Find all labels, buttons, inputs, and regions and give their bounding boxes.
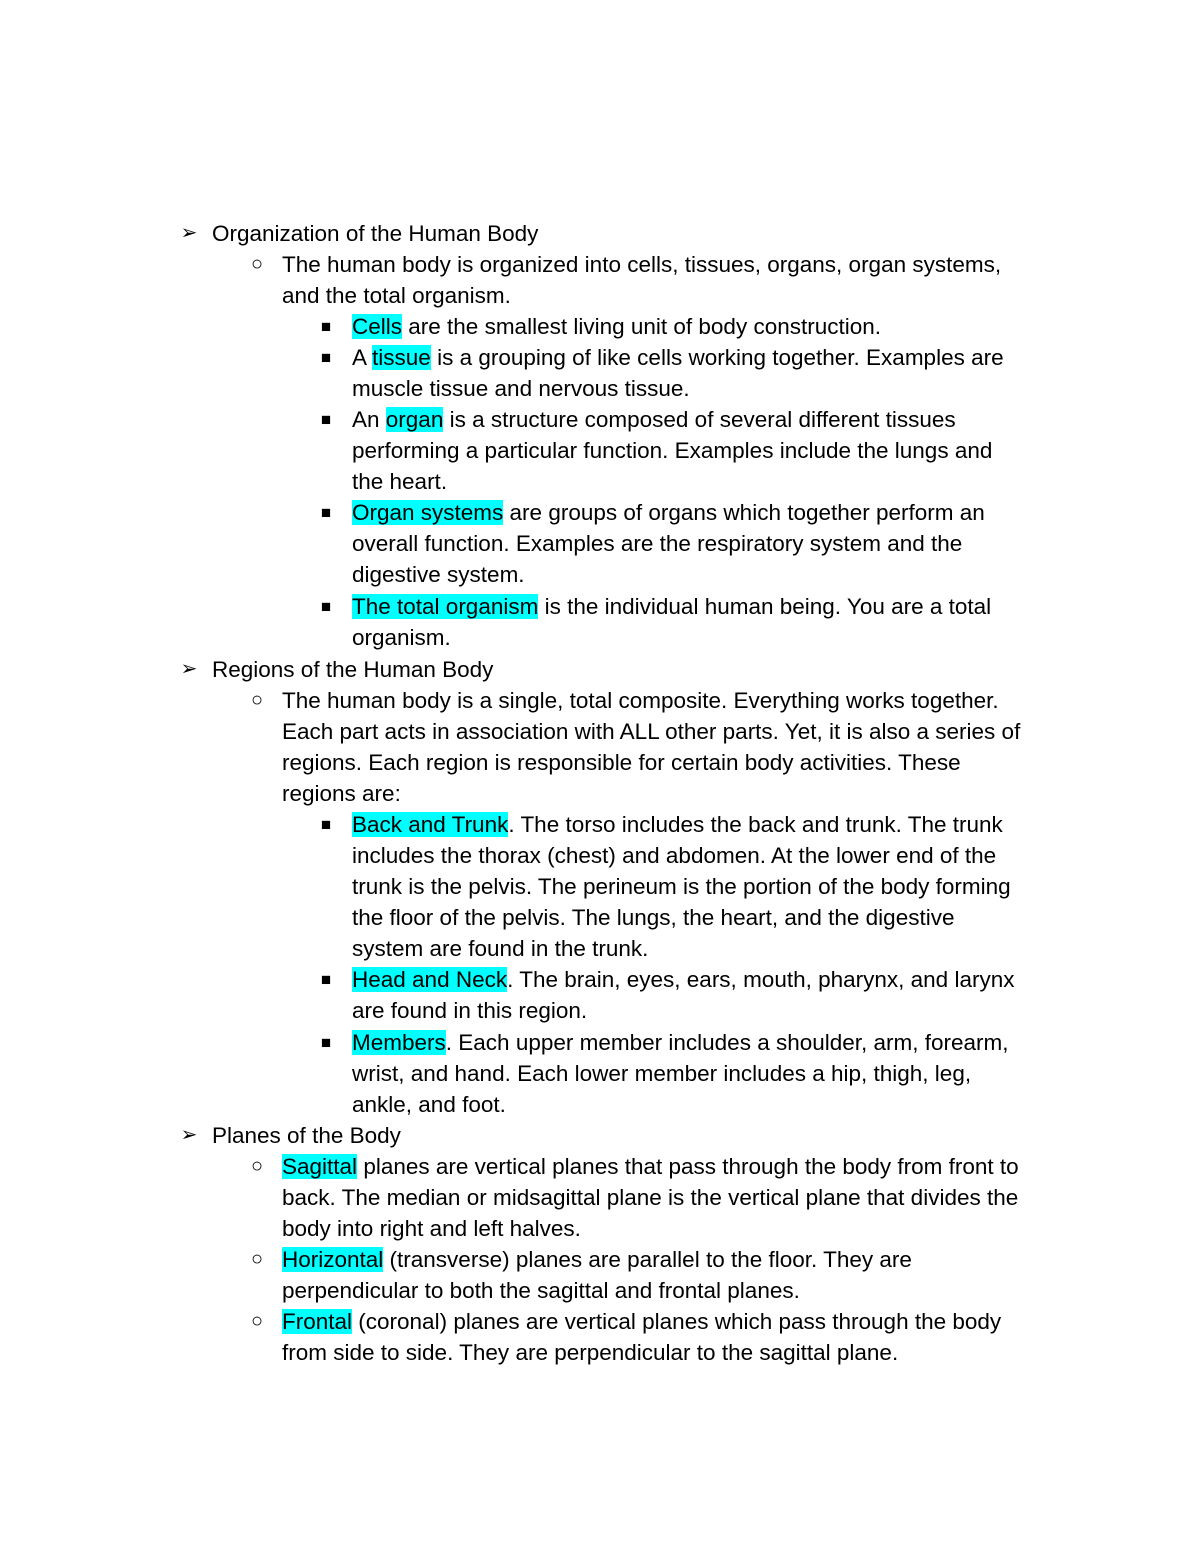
list-item-horizontal xyxy=(282,1244,912,1275)
paragraph-line: perpendicular to both the sagittal and frontal planes. xyxy=(282,1278,800,1303)
term-prefix: An xyxy=(352,407,386,432)
highlighted-term: Frontal xyxy=(282,1309,353,1334)
section-heading-organization: Organization of the Human Body xyxy=(212,221,539,246)
paragraph-line: trunk is the pelvis. The perineum is the portion of the body forming xyxy=(352,874,1011,899)
paragraph-line: performing a particular function. Examples include the lungs and xyxy=(352,438,993,463)
term-description: planes are vertical planes that pass through the body from front to xyxy=(357,1154,1019,1179)
highlighted-term: The total organism xyxy=(352,594,539,619)
square-bullet-icon: ■ xyxy=(320,317,332,336)
term-description: is a grouping of like cells working together. Examples are xyxy=(430,345,1004,370)
list-item-tissue xyxy=(352,342,1004,373)
term-description: (transverse) planes are parallel to the floor. They are xyxy=(383,1247,912,1272)
paragraph-line: and the total organism. xyxy=(282,283,511,308)
highlighted-term: Sagittal xyxy=(282,1154,358,1179)
paragraph-line: The human body is a single, total composite. Everything works together. xyxy=(282,688,999,713)
paragraph-line: system are found in the trunk. xyxy=(352,936,649,961)
paragraph-line: Each part acts in association with ALL other parts. Yet, it is also a series of xyxy=(282,719,1021,744)
paragraph-line: digestive system. xyxy=(352,562,525,587)
arrow-bullet-icon: ➢ xyxy=(180,658,198,680)
list-item-sagittal xyxy=(282,1151,1019,1182)
paragraph-line: the heart. xyxy=(352,469,448,494)
paragraph-line: back. The median or midsagittal plane is the vertical plane that divides the xyxy=(282,1185,1019,1210)
section-heading-regions: Regions of the Human Body xyxy=(212,657,494,682)
term-description: . The brain, eyes, ears, mouth, pharynx, and larynx xyxy=(507,967,1015,992)
list-item-organ xyxy=(352,404,956,435)
square-bullet-icon: ■ xyxy=(320,410,332,429)
paragraph-line: the floor of the pelvis. The lungs, the heart, and the digestive xyxy=(352,905,955,930)
highlighted-term: Horizontal xyxy=(282,1247,384,1272)
paragraph-line: from side to side. They are perpendicular to the sagittal plane. xyxy=(282,1340,899,1365)
square-bullet-icon: ■ xyxy=(320,970,332,989)
list-item-organ-systems xyxy=(352,497,985,528)
paragraph-line: wrist, and hand. Each lower member includes a hip, thigh, leg, xyxy=(352,1061,972,1086)
highlighted-term: organ xyxy=(385,407,444,432)
paragraph-line: overall function. Examples are the respiratory system and the xyxy=(352,531,963,556)
list-item-head-and-neck xyxy=(352,964,1014,995)
term-description: (coronal) planes are vertical planes which pass through the body xyxy=(352,1309,1002,1334)
highlighted-term: Organ systems xyxy=(352,500,504,525)
circle-bullet-icon: ○ xyxy=(250,1310,264,1332)
highlighted-term: Cells xyxy=(352,314,403,339)
square-bullet-icon: ■ xyxy=(320,503,332,522)
list-item-total-organism xyxy=(352,591,991,622)
paragraph-line: muscle tissue and nervous tissue. xyxy=(352,376,690,401)
circle-bullet-icon: ○ xyxy=(250,1248,264,1270)
arrow-bullet-icon: ➢ xyxy=(180,222,198,244)
square-bullet-icon: ■ xyxy=(320,815,332,834)
square-bullet-icon: ■ xyxy=(320,1033,332,1052)
list-item-frontal xyxy=(282,1306,1001,1337)
list-item-cells xyxy=(352,311,881,342)
arrow-bullet-icon: ➢ xyxy=(180,1124,198,1146)
term-description: is the individual human being. You are a total xyxy=(538,594,992,619)
term-prefix: A xyxy=(352,345,373,370)
paragraph-line: The human body is organized into cells, tissues, organs, organ systems, xyxy=(282,252,1002,277)
square-bullet-icon: ■ xyxy=(320,348,332,367)
paragraph-line: regions. Each region is responsible for certain body activities. These xyxy=(282,750,961,775)
highlighted-term: Back and Trunk xyxy=(352,812,509,837)
circle-bullet-icon: ○ xyxy=(250,253,264,275)
term-description: is a structure composed of several different tissues xyxy=(443,407,956,432)
paragraph-line: ankle, and foot. xyxy=(352,1092,506,1117)
paragraph-line: regions are: xyxy=(282,781,401,806)
term-description: . Each upper member includes a shoulder, arm, forearm, xyxy=(445,1030,1009,1055)
term-description: . The torso includes the back and trunk. The trunk xyxy=(508,812,1003,837)
circle-bullet-icon: ○ xyxy=(250,1155,264,1177)
circle-bullet-icon: ○ xyxy=(250,689,264,711)
paragraph-line: are found in this region. xyxy=(352,998,588,1023)
highlighted-term: Members xyxy=(352,1030,446,1055)
term-description: are the smallest living unit of body construction. xyxy=(402,314,882,339)
paragraph-line: organism. xyxy=(352,625,451,650)
list-item-members xyxy=(352,1027,1009,1058)
highlighted-term: Head and Neck xyxy=(352,967,508,992)
section-heading-planes: Planes of the Body xyxy=(212,1123,401,1148)
paragraph-line: body into right and left halves. xyxy=(282,1216,581,1241)
list-item-back-and-trunk xyxy=(352,809,1003,840)
term-description: are groups of organs which together perform an xyxy=(503,500,985,525)
square-bullet-icon: ■ xyxy=(320,597,332,616)
highlighted-term: tissue xyxy=(372,345,431,370)
paragraph-line: includes the thorax (chest) and abdomen. At the lower end of the xyxy=(352,843,997,868)
